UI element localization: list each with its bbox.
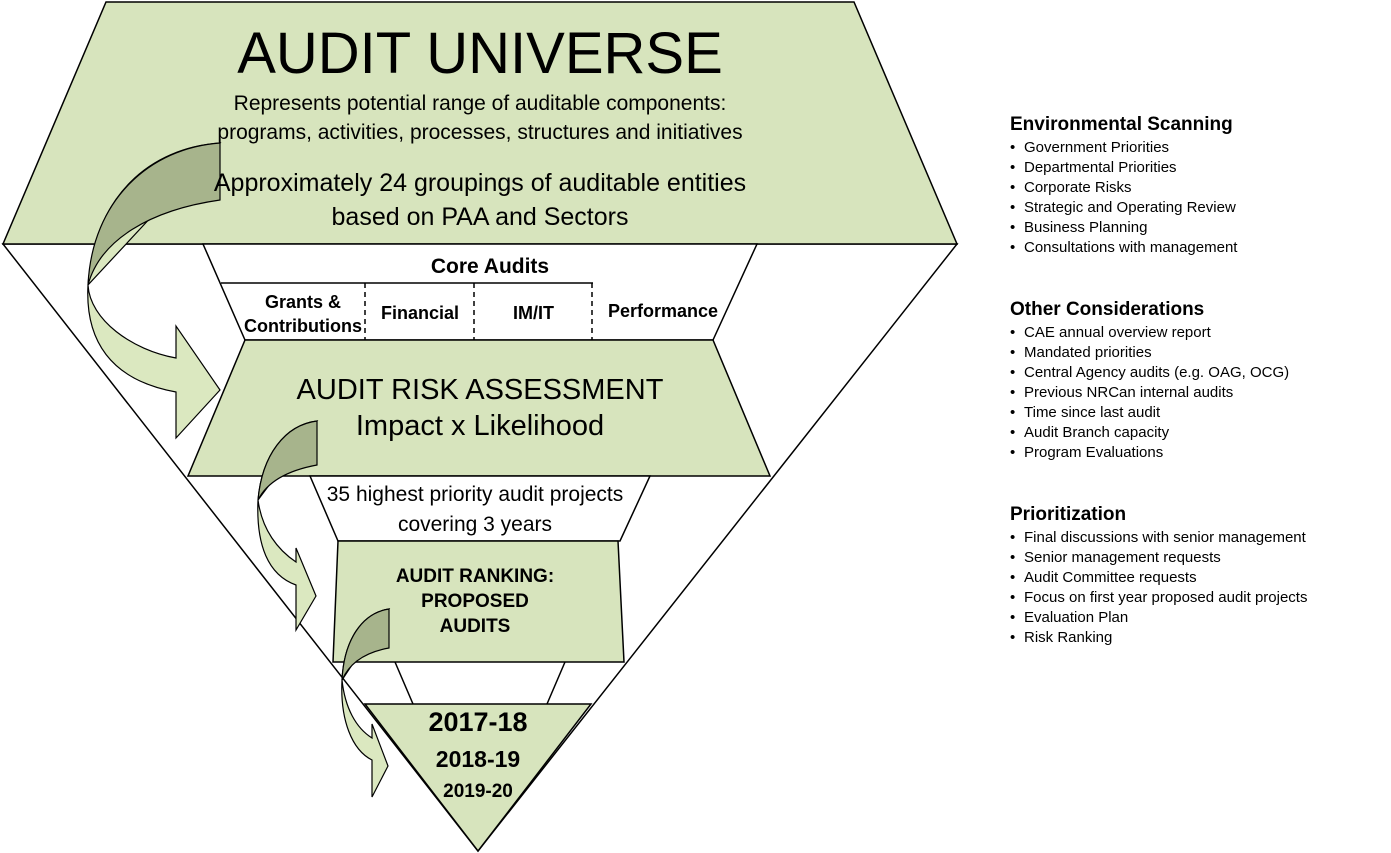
ranking-line1: AUDIT RANKING: (395, 566, 555, 587)
list-item: • Consultations with management (1010, 238, 1380, 258)
core-audit-grants (228, 290, 378, 338)
core-audit-financial: Financial (380, 303, 460, 323)
list-item: • Departmental Priorities (1010, 158, 1380, 178)
other-considerations-panel (1010, 299, 1380, 463)
list-item: • CAE annual overview report (1010, 323, 1380, 343)
list-item: • Strategic and Operating Review (1010, 198, 1380, 218)
audit-universe-line3: Approximately 24 groupings of auditable entities (213, 169, 747, 197)
list-item: • Final discussions with senior management (1010, 528, 1380, 548)
audit-universe-line4: based on PAA and Sectors (331, 203, 629, 231)
list-item: • Mandated priorities (1010, 343, 1380, 363)
year-1: 2017-18 (428, 707, 528, 737)
list-item: • Evaluation Plan (1010, 608, 1380, 628)
list-item: • Previous NRCan internal audits (1010, 383, 1380, 403)
core-audit-grants-line2: Contributions (244, 316, 362, 336)
audit-universe-title: AUDIT UNIVERSE (237, 21, 723, 86)
list-item: • Audit Branch capacity (1010, 423, 1380, 443)
prioritization-panel (1010, 504, 1380, 648)
year-2: 2018-19 (435, 746, 521, 772)
risk-assessment-title: AUDIT RISK ASSESSMENT (296, 374, 664, 406)
core-audit-grants-line1: Grants & (264, 292, 342, 312)
audit-universe-line1: Represents potential range of auditable components: (233, 92, 727, 115)
list-item: • Central Agency audits (e.g. OAG, OCG) (1010, 363, 1380, 383)
list-item: • Audit Committee requests (1010, 568, 1380, 588)
section-heading: Environmental Scanning (1010, 114, 1233, 135)
ranking-line2: PROPOSED (421, 591, 529, 612)
list-item: • Corporate Risks (1010, 178, 1380, 198)
list-item: • Government Priorities (1010, 138, 1380, 158)
list-item: • Senior management requests (1010, 548, 1380, 568)
list-item: • Risk Ranking (1010, 628, 1380, 648)
environmental-scanning-panel (1010, 114, 1380, 258)
list-item: • Business Planning (1010, 218, 1380, 238)
core-audit-imit: IM/IT (513, 303, 554, 323)
year-3: 2019-20 (443, 781, 513, 802)
priority-line2: covering 3 years (397, 513, 553, 536)
other-considerations-list (1010, 323, 1380, 463)
core-audits-title: Core Audits (430, 255, 550, 278)
core-audit-performance: Performance (607, 301, 719, 321)
list-item: • Focus on first year proposed audit projects (1010, 588, 1380, 608)
audit-universe-line2: programs, activities, processes, structures and initiatives (217, 121, 743, 144)
section-heading: Prioritization (1010, 504, 1127, 525)
list-item: • Program Evaluations (1010, 443, 1380, 463)
list-item: • Time since last audit (1010, 403, 1380, 423)
risk-assessment-subtitle: Impact x Likelihood (355, 410, 605, 442)
ranking-line3: AUDITS (439, 616, 511, 637)
section-heading: Other Considerations (1010, 299, 1205, 320)
prioritization-list (1010, 528, 1380, 648)
priority-line1: 35 highest priority audit projects (326, 483, 624, 506)
environmental-scanning-list (1010, 138, 1380, 258)
